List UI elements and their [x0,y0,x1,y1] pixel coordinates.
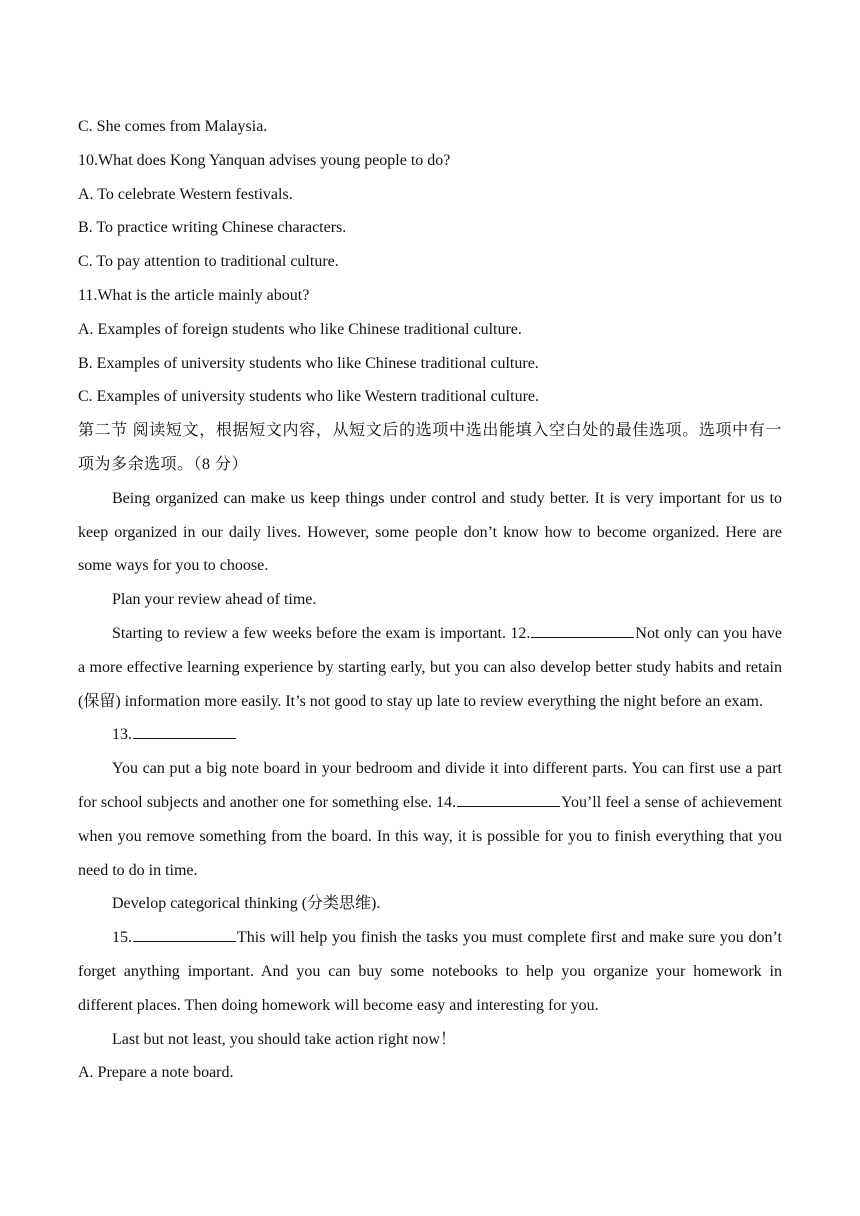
p3-number: 15. [112,929,132,947]
q10-question: 10.What does Kong Yanquan advises young people to do? [78,151,451,169]
q11-option-a: A. Examples of foreign students who like Chinese traditional culture. [78,320,522,338]
q9-option-c: C. She comes from Malaysia. [78,118,268,135]
p1-text-before: Starting to review a few weeks before the exam is important. 12. [112,624,531,642]
q10-option-a: A. To celebrate Western festivals. [78,185,293,203]
option-a: A. Prepare a note board. [78,1064,234,1082]
section2-instructions: 第二节 阅读短文，根据短文内容，从短文后的选项中选出能填入空白处的最佳选项。选项中有一项为多余选项。（8 分） [78,422,782,473]
passage-paragraph-3 [78,921,782,1022]
q11-option-c: C. Examples of university students who like Western traditional culture. [78,388,539,406]
blank-13 [133,724,236,739]
p3-text-after: This will help you finish the tasks you must complete first and make sure you don’t forget anything important. And you can buy some notebooks to help you organize your homework in different places. Then doing homework will become easy and interesting for you. [78,929,782,1014]
passage-heading-3: Develop categorical thinking (分类思维). [112,895,381,913]
blank-14 [457,792,560,807]
heading-2-number: 13. [112,726,132,744]
q11-question: 11.What is the article mainly about? [78,286,310,304]
passage-paragraph-1 [78,617,782,718]
p2-text-after: You’ll feel a sense of achievement when you remove something from the board. In this way, it is possible for you to finish everything that you need to do in time. [78,793,782,879]
q11-option-b: B. Examples of university students who like Chinese traditional culture. [78,354,539,372]
passage-intro: Being organized can make us keep things under control and study better. It is very important for us to keep organized in our daily lives. However, some people don’t know how to become organized. Here are some ways for you to choose. [78,489,782,575]
passage-paragraph-2 [78,752,782,887]
q10-option-b: B. To practice writing Chinese characters. [78,219,347,237]
passage-heading-1: Plan your review ahead of time. [112,591,317,609]
document-content [78,110,782,1090]
p2-text-before: You can put a big note board in your bedroom and divide it into different parts. You can first use a part for school subjects and another one for something else. 14. [78,760,782,811]
blank-15 [133,927,236,942]
passage-closing: Last but not least, you should take action right now！ [112,1030,456,1048]
q10-option-c: C. To pay attention to traditional culture. [78,253,339,271]
p1-text-after: Not only can you have a more effective learning experience by starting early, but you can also develop better study habits and retain (保留) information more easily. It’s not good to stay up late to review everything the night before an exam. [78,624,782,710]
blank-12 [531,623,634,638]
passage-heading-2 [78,718,782,752]
